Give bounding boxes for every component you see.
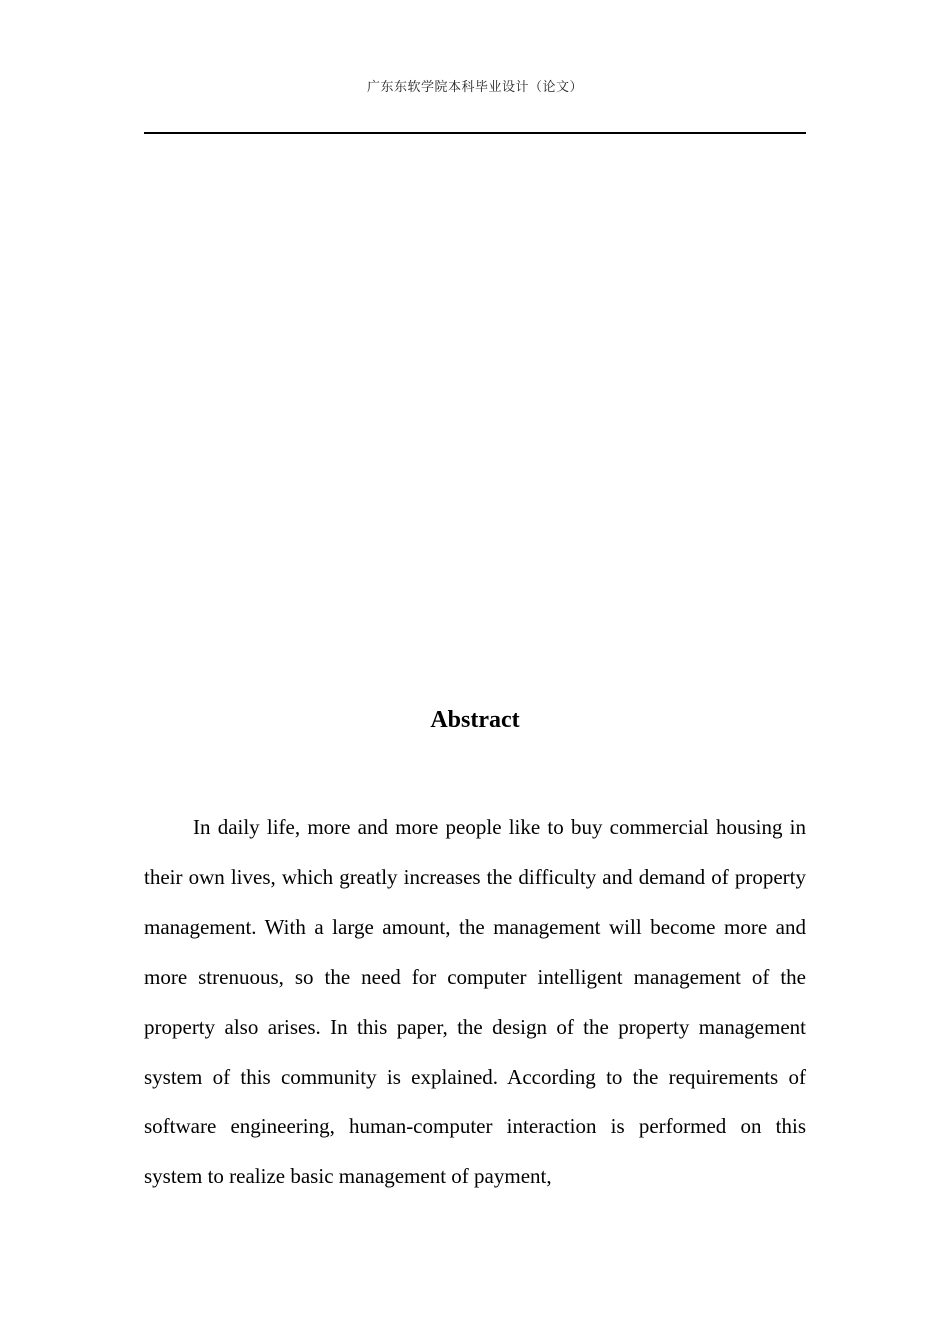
running-header-title: 广东东软学院本科毕业设计（论文） <box>366 80 583 95</box>
header-divider <box>144 132 806 134</box>
abstract-paragraph: In daily life, more and more people like to buy commercial housing in their own lives, which greatly increases the difficulty and demand of property management. With a large amount, the management will become more and more strenuous, so the need for computer intelligent management of the property also arises. In this paper, the design of the property management system of this community is explained. According to the requirements of software engineering, human-computer interaction is performed on this system to realize basic management of payment, <box>144 815 806 1189</box>
abstract-heading: Abstract <box>430 707 520 733</box>
